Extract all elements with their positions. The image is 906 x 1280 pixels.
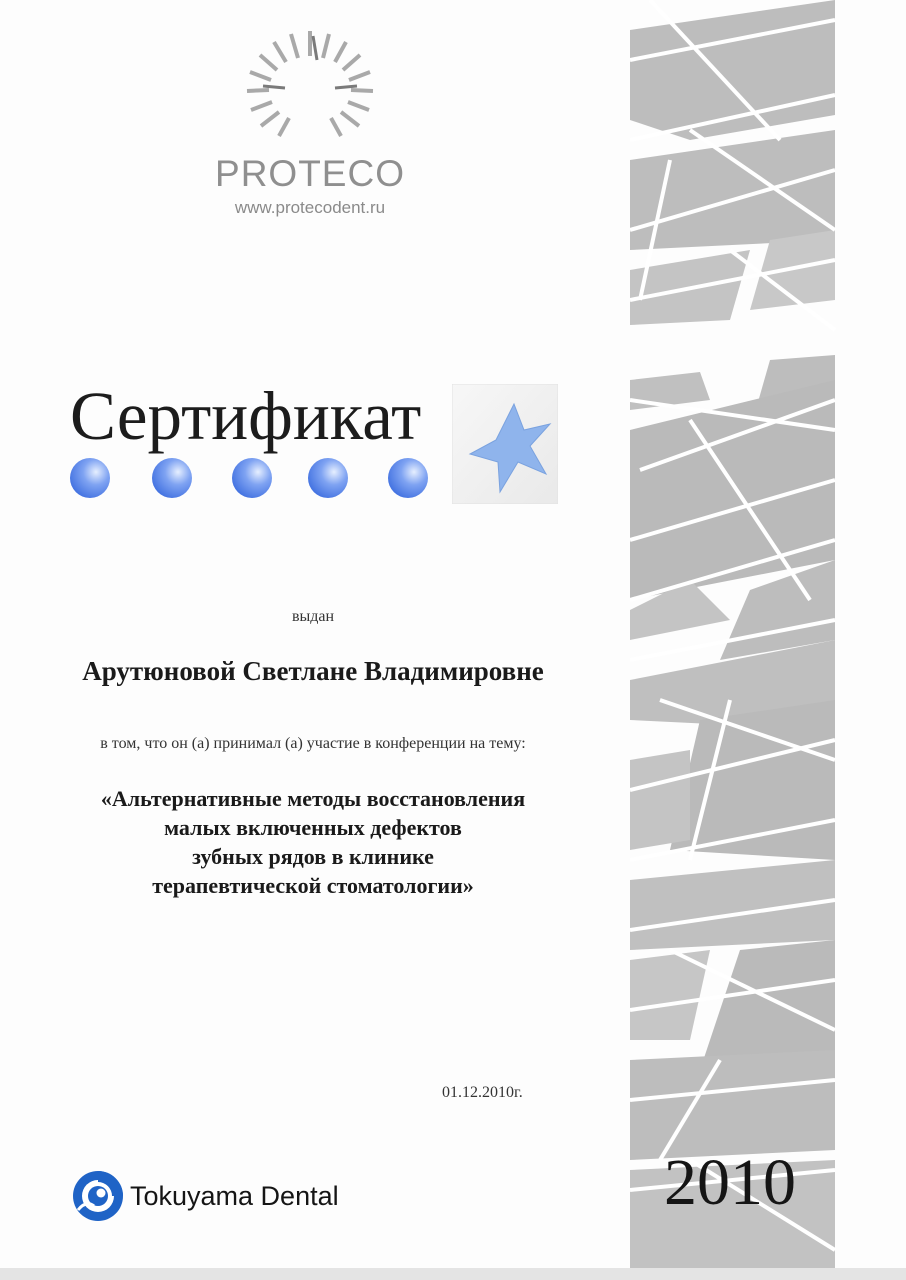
issued-label: выдан [291,608,335,625]
decorative-dots [70,458,440,500]
blue-dot-icon [70,458,110,498]
participation-text: в том, что он (а) принимал (а) участие в конференции на тему: [100,735,526,752]
sponsor-name: Tokuyama Dental [130,1180,339,1211]
certificate-year: 2010 [664,1146,796,1219]
blue-dot-icon [308,458,348,498]
radial-lines-logo-icon [243,28,378,138]
tokuyama-swirl-logo-icon [72,1170,124,1222]
brand-url: www.protecodent.ru [234,198,386,217]
recipient-name: Арутюновой Светлане Владимировне [82,656,544,686]
conference-topic [0,784,626,900]
topic-line: терапевтической стоматологии» [152,873,474,898]
blue-dot-icon [152,458,192,498]
blue-dot-icon [388,458,428,498]
sponsor-logo [72,1170,339,1222]
decorative-band [630,0,840,1268]
topic-line: «Альтернативные методы восстановления [100,786,526,811]
scan-edge [0,1268,906,1280]
brand-name: PROTECO [215,153,405,194]
certificate-title: Сертификат [70,378,422,454]
certificate-date: 01.12.2010г. [442,1084,523,1101]
topic-line: зубных рядов в клинике [192,844,434,869]
star-icon [452,384,558,504]
topic-line: малых включенных дефектов [164,815,462,840]
blue-dot-icon [232,458,272,498]
